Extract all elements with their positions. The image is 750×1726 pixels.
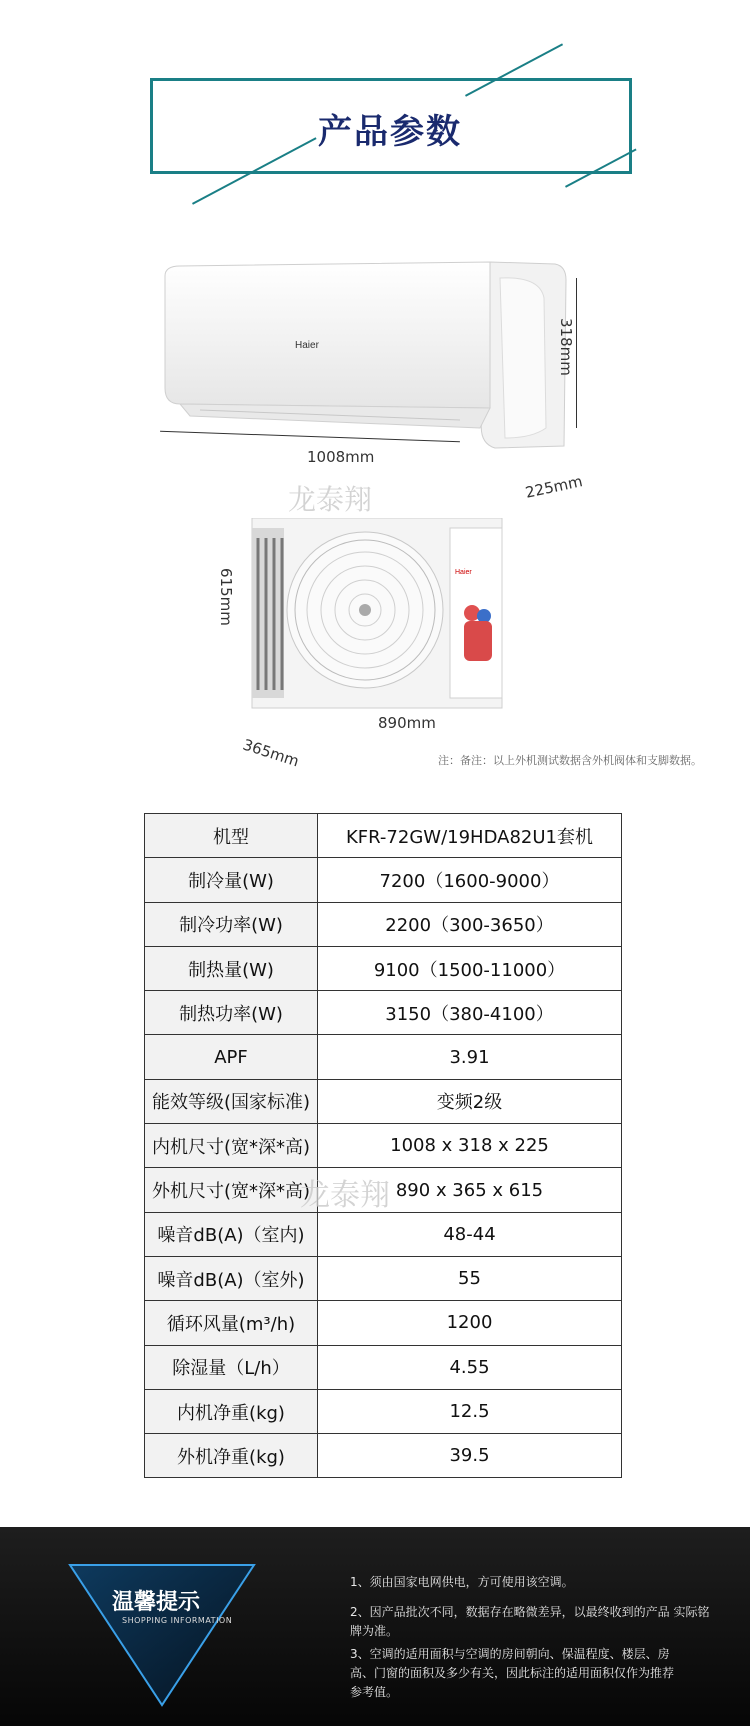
tip-item: 1、须由国家电网供电，方可使用该空调。 [350, 1575, 574, 1589]
tip-item: 3、空调的适用面积与空调的房间朝向、保温程度、楼层、房高、门窗的面积及多少有关，因此标注的适用面积仅作为推荐参考值。 [350, 1647, 675, 1699]
spec-label: 机型 [145, 814, 318, 858]
spec-value: 3150（380-4100） [318, 991, 622, 1035]
spec-row [145, 1434, 622, 1478]
spec-value: 4.55 [318, 1345, 622, 1389]
outdoor-depth-label: 365mm [240, 735, 302, 771]
outdoor-unit-illustration [217, 518, 505, 771]
spec-value: 9100（1500-11000） [318, 946, 622, 990]
spec-row [145, 1301, 622, 1345]
spec-value: 7200（1600-9000） [318, 858, 622, 902]
page-title: 产品参数 [318, 112, 462, 152]
spec-value: 12.5 [318, 1389, 622, 1433]
spec-value: 48-44 [318, 1212, 622, 1256]
section-header-banner [150, 78, 630, 172]
tips-title: 温馨提示 [112, 1590, 201, 1615]
tips-triangle-badge [64, 1559, 260, 1709]
spec-value: 变频2级 [318, 1079, 622, 1123]
measurement-note: 注：备注：以上外机测试数据含外机阀体和支脚数据。 [438, 754, 702, 767]
spec-value: 890 x 365 x 615 [318, 1168, 622, 1212]
spec-value: 2200（300-3650） [318, 902, 622, 946]
dimension-line [576, 278, 577, 428]
spec-row [145, 1212, 622, 1256]
tips-subtitle: SHOPPING INFORMATION [122, 1616, 233, 1625]
spec-value: KFR-72GW/19HDA82U1套机 [318, 814, 622, 858]
spec-label: 内机尺寸(宽*深*高) [145, 1124, 318, 1168]
spec-label: 外机尺寸(宽*深*高) [145, 1168, 318, 1212]
spec-row [145, 814, 622, 858]
spec-row [145, 902, 622, 946]
tip-item: 2、因产品批次不同，数据存在略微差异，以最终收到的产品 实际铭牌为准。 [350, 1605, 710, 1638]
spec-row [145, 1256, 622, 1300]
spec-value: 55 [318, 1256, 622, 1300]
spec-value: 1200 [318, 1301, 622, 1345]
outdoor-unit-image [250, 518, 505, 718]
indoor-unit-image [160, 258, 570, 458]
spec-label: 噪音dB(A)（室外) [145, 1256, 318, 1300]
outdoor-brand-logo: Haier [455, 569, 472, 576]
spec-row [145, 1079, 622, 1123]
spec-label: 能效等级(国家标准) [145, 1079, 318, 1123]
spec-row [145, 991, 622, 1035]
spec-label: 循环风量(m³/h) [145, 1301, 318, 1345]
indoor-height-label: 318mm [557, 318, 575, 376]
spec-table [144, 813, 622, 1478]
watermark-logo: 龙泰翔 [288, 483, 373, 516]
indoor-depth-label: 225mm [523, 472, 585, 502]
spec-row [145, 1389, 622, 1433]
indoor-brand-logo: Haier [295, 340, 319, 351]
spec-row [145, 1124, 622, 1168]
spec-value: 39.5 [318, 1434, 622, 1478]
spec-label: 制热功率(W) [145, 991, 318, 1035]
indoor-width-label: 1008mm [307, 448, 375, 466]
spec-label: APF [145, 1035, 318, 1079]
spec-label: 制冷功率(W) [145, 902, 318, 946]
spec-row [145, 858, 622, 902]
spec-label: 外机净重(kg) [145, 1434, 318, 1478]
spec-label: 制热量(W) [145, 946, 318, 990]
spec-label: 噪音dB(A)（室内) [145, 1212, 318, 1256]
tips-section [0, 1527, 750, 1726]
watermark-logo: 龙泰翔 [300, 1178, 390, 1213]
spec-label: 制冷量(W) [145, 858, 318, 902]
spec-row [145, 1345, 622, 1389]
spec-value: 1008 x 318 x 225 [318, 1124, 622, 1168]
spec-value: 3.91 [318, 1035, 622, 1079]
spec-label: 内机净重(kg) [145, 1389, 318, 1433]
outdoor-width-label: 890mm [378, 714, 436, 732]
spec-label: 除湿量（L/h） [145, 1345, 318, 1389]
outdoor-height-label: 615mm [217, 568, 235, 626]
spec-row [145, 1035, 622, 1079]
spec-row [145, 946, 622, 990]
